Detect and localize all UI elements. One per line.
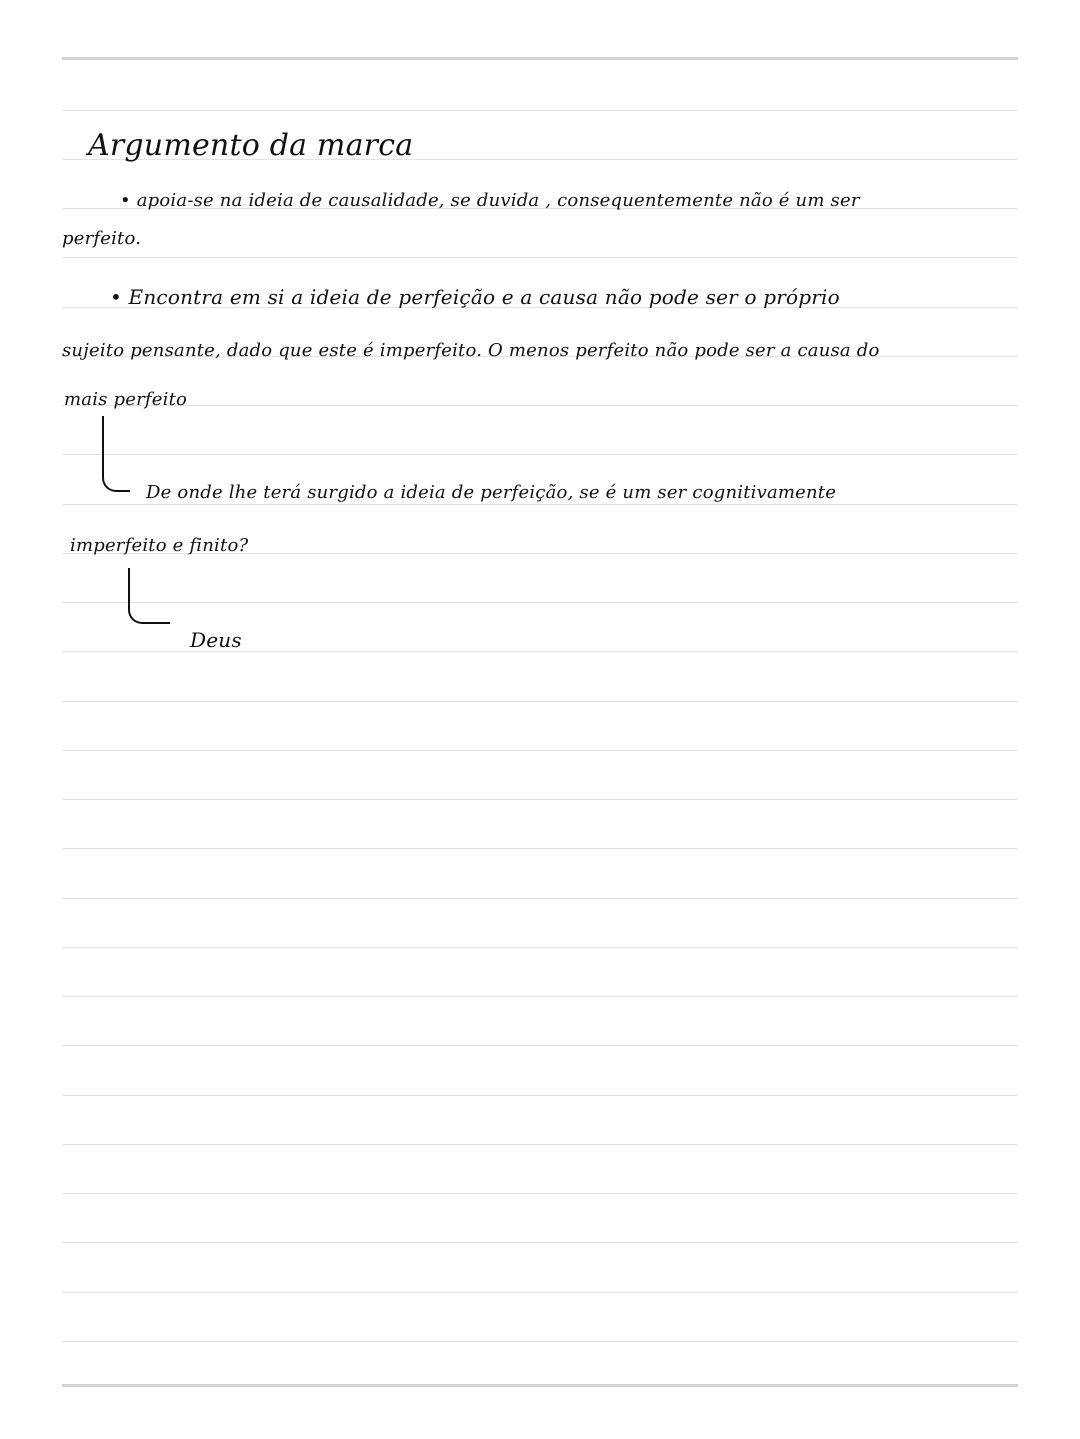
note-line-4: sujeito pensante, dado que este é imperfeito. O menos perfeito não pode ser a causa do	[62, 340, 880, 361]
ruled-line	[62, 1193, 1018, 1194]
note-line-2: perfeito.	[62, 228, 142, 249]
ruled-line	[62, 1242, 1018, 1243]
note-line-5: mais perfeito	[64, 389, 188, 410]
ruled-line	[62, 701, 1018, 702]
ruled-line	[62, 1341, 1018, 1342]
ruled-line	[62, 1292, 1018, 1293]
ruled-line	[62, 848, 1018, 849]
ruled-line	[62, 1045, 1018, 1046]
ruled-line	[62, 602, 1018, 603]
note-line-8: Deus	[190, 628, 242, 652]
ruled-line	[62, 1144, 1018, 1145]
ruled-line	[62, 799, 1018, 800]
note-title: Argumento da marca	[88, 128, 414, 163]
bottom-rule	[62, 1384, 1018, 1387]
ruled-line	[62, 1095, 1018, 1096]
note-line-7: imperfeito e finito?	[70, 535, 249, 556]
connector-arrow-icon	[102, 416, 130, 492]
ruled-line	[62, 405, 1018, 406]
note-line-3: • Encontra em si a ideia de perfeição e a causa não pode ser o próprio	[110, 285, 840, 309]
note-line-1: • apoia-se na ideia de causalidade, se duvida , consequentemente não é um ser	[120, 190, 860, 211]
ruled-line	[62, 454, 1018, 455]
ruled-line	[62, 947, 1018, 948]
ruled-line	[62, 257, 1018, 258]
connector-arrow-icon	[128, 568, 170, 624]
top-rule	[62, 57, 1018, 60]
note-line-6: De onde lhe terá surgido a ideia de perfeição, se é um ser cognitivamente	[146, 482, 837, 503]
ruled-line	[62, 504, 1018, 505]
ruled-line	[62, 898, 1018, 899]
ruled-line	[62, 996, 1018, 997]
ruled-line	[62, 110, 1018, 111]
ruled-line	[62, 750, 1018, 751]
